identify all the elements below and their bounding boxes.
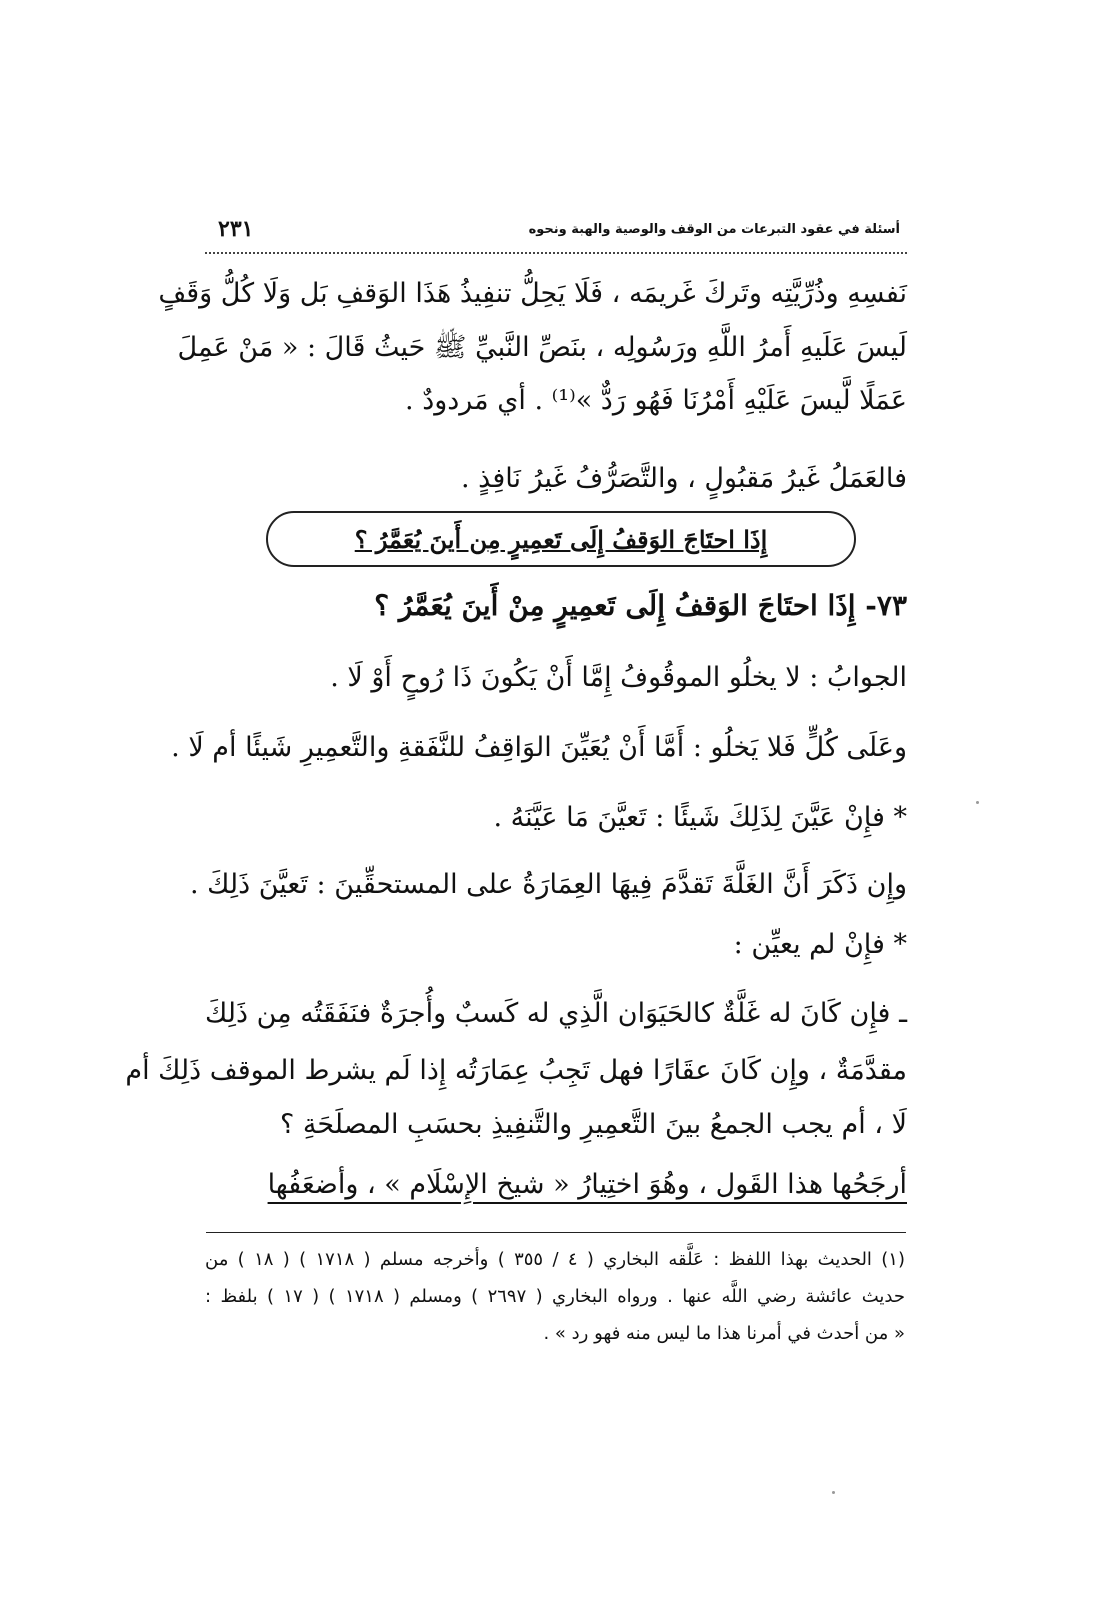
answer-line: * فإِنْ لم يعيِّن : bbox=[733, 929, 907, 960]
answer-line bbox=[205, 1162, 907, 1208]
answer-line: لَا ، أم يجب الجمعُ بينَ التَّعمِيرِ والتَّنفِيذِ بحسَبِ المصلَحَةِ ؟ bbox=[279, 1109, 907, 1140]
footnote-line: (١) الحديث بهذا اللفظ : عَلَّقه البخاري ( ٤ / ٣٥٥ ) وأخرجه مسلم ( ١٧١٨ ) ( ١٨ ) من bbox=[205, 1249, 905, 1270]
header-divider bbox=[205, 252, 907, 254]
scan-speck bbox=[832, 1491, 835, 1494]
question-heading: ٧٣- إِذَا احتَاجَ الوَقفُ إِلَى تَعمِيرٍ مِنْ أَينَ يُعَمَّرُ ؟ bbox=[374, 589, 907, 622]
page-number: ٢٣١ bbox=[218, 216, 254, 242]
footnote-line: حديث عائشة رضي اللَّه عنها . ورواه البخاري ( ٢٦٩٧ ) ومسلم ( ١٧١٨ ) ( ١٧ ) بلفظ : bbox=[205, 1286, 905, 1307]
answer-line: وعَلَى كُلٍّ فَلا يَخلُو : أَمَّا أَنْ يُعَيِّنَ الوَاقِفُ للنَّفَقةِ والتَّعمِيرِ شَيئًا أم لَا . bbox=[171, 732, 907, 763]
answer-line: وإِن ذَكَرَ أَنَّ الغَلَّةَ تَقدَّمَ فِيهَا العِمَارَةُ على المستحقِّينَ : تَعيَّنَ ذَلِكَ . bbox=[189, 869, 907, 900]
scan-speck bbox=[976, 801, 979, 804]
answer-line: مقدَّمَةٌ ، وإِن كَانَ عقَارًا فهل تَجِبُ عِمَارَتُه إِذا لَم يشرط الموقف ذَلِكَ أم bbox=[125, 1055, 907, 1086]
page-header bbox=[208, 216, 906, 244]
answer-line: الجوابُ : لا يخلُو الموقُوفُ إِمَّا أَنْ يَكُونَ ذَا رُوحٍ أَوْ لَا . bbox=[330, 662, 907, 693]
answer-line: ـ فإِن كَانَ له غَلَّةٌ كالحَيَوَان الَّذِي له كَسبٌ وأُجرَةٌ فنَفَقَتُه مِن ذَلِكَ bbox=[205, 998, 907, 1029]
body-line: لَيسَ عَلَيهِ أَمرُ اللَّهِ ورَسُولِه ، بنَصِّ النَّبيِّ ﷺ حَيثُ قَالَ : « مَنْ عَمِلَ bbox=[177, 332, 907, 363]
footnote-divider bbox=[206, 1232, 906, 1233]
body-line: نَفسِهِ وذُرِّيَّتِه وتَركَ غَريمَه ، فَلَا يَحِلُّ تنفِيذُ هَذَا الوَقفِ بَل وَلَا كُلُّ وَقَفٍ bbox=[158, 278, 907, 309]
section-heading: إِذَا احتَاجَ الوَقفُ إِلَى تَعمِيرٍ مِن أَينَ يُعَمَّرُ ؟ bbox=[354, 524, 768, 554]
answer-line: * فإِنْ عَيَّنَ لِذَلِكَ شَيئًا : تَعيَّنَ مَا عَيَّنَهُ . bbox=[493, 802, 907, 833]
body-line: فالعَمَلُ غَيرُ مَقبُولٍ ، والتَّصَرُّفُ غَيرُ نَافِذٍ . bbox=[460, 463, 907, 494]
footnote-line: « من أحدث في أمرنا هذا ما ليس منه فهو رد » . bbox=[543, 1323, 905, 1344]
underlined-phrase: أرجَحُها هذا القَول ، وهُوَ اختِيارُ « شيخ الإِسْلَام » ، وأضعَفُها bbox=[267, 1169, 907, 1200]
body-line: عَمَلًا لَّيسَ عَلَيْهِ أَمْرُنَا فَهُو رَدٌّ »⁽¹⁾ . أي مَردودٌ . bbox=[405, 385, 907, 416]
section-heading-box bbox=[266, 511, 856, 567]
running-title: أسئلة في عقود التبرعات من الوقف والوصية والهبة ونحوه bbox=[528, 222, 900, 237]
